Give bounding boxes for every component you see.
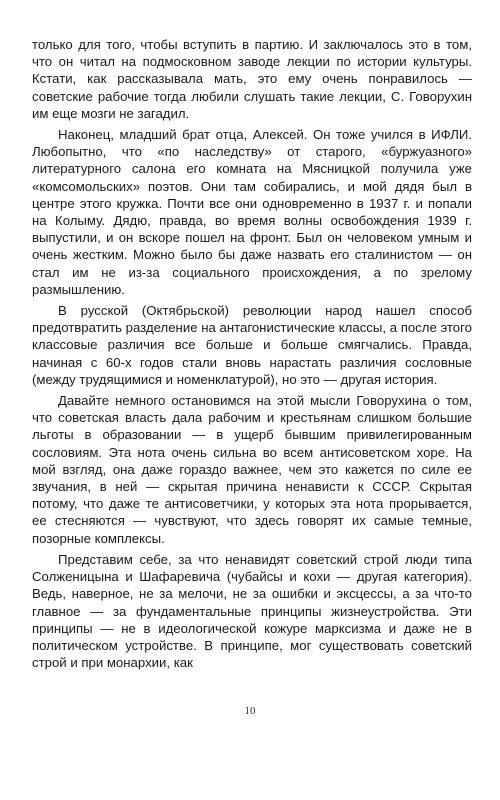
paragraph: Представим себе, за что ненавидят советский строй люди типа Солженицына и Шафаревича (чубайсы и кохи — другая категория). Ведь, наверное, не за мелочи, не за ошибки и эксцессы, а за что-то главное — за фундаментальные принципы жизнеустройства. Эти принципы — не в идеологической кожуре марксизма и даже не в политическом устройстве. В принципе, мог существовать советский строй и при монархии, как — [32, 551, 472, 671]
paragraph: В русской (Октябрьской) революции народ нашел способ предотвратить разделение на антагонистические классы, а после этого классовые различия все больше и больше смягчались. Правда, начиная с 60-х годов стали вновь нарастать различия сословные (между трудящимися и номенклатурой), но это — другая история. — [32, 303, 472, 387]
body-text — [32, 36, 472, 671]
paragraph-continuation: только для того, чтобы вступить в партию. И заключалось это в том, что он читал на подмосковном заводе лекции по истории культуры. Кстати, как рассказывала мать, это ему очень понравилось — советские рабочие тогда любили слушать такие лекции, С. Говорухин им еще мозги не загадил. — [32, 37, 472, 121]
paragraph: Наконец, младший брат отца, Алексей. Он тоже учился в ИФЛИ. Любопытно, что «по наследству» от старого, «буржуазного» литературного салона его комната на Мясницкой получила уже «комсомольских» поэтов. Они там собирались, и мой дядя был в центре этого кружка. Почти все они одновременно в 1937 г. и попали на Колыму. Дядю, правда, во время волны освобождения 1939 г. выпустили, и он вскоре пошел на фронт. Был он человеком умным и очень жестким. Можно было бы даже назвать его сталинистом — он стал им не из-за социального происхождения, а по зрелому размышлению. — [32, 127, 472, 297]
paragraph: Давайте немного остановимся на этой мысли Говорухина о том, что советская власть дала рабочим и крестьянам слишком большие льготы в образовании — в ущерб бывшим привилегированным сословиям. Эта нота очень сильна во всем антисоветском хоре. На мой взгляд, она даже гораздо важнее, чем это кажется по силе ее звучания, в ней — скрытая причина ненависти к СССР. Скрытая потому, что даже те антисоветчики, у которых эта нота прорывается, ее стесняются — чувствуют, что здесь говорят их самые темные, позорные комплексы. — [32, 393, 472, 546]
book-page — [32, 36, 472, 776]
page-number: 10 — [244, 705, 256, 717]
